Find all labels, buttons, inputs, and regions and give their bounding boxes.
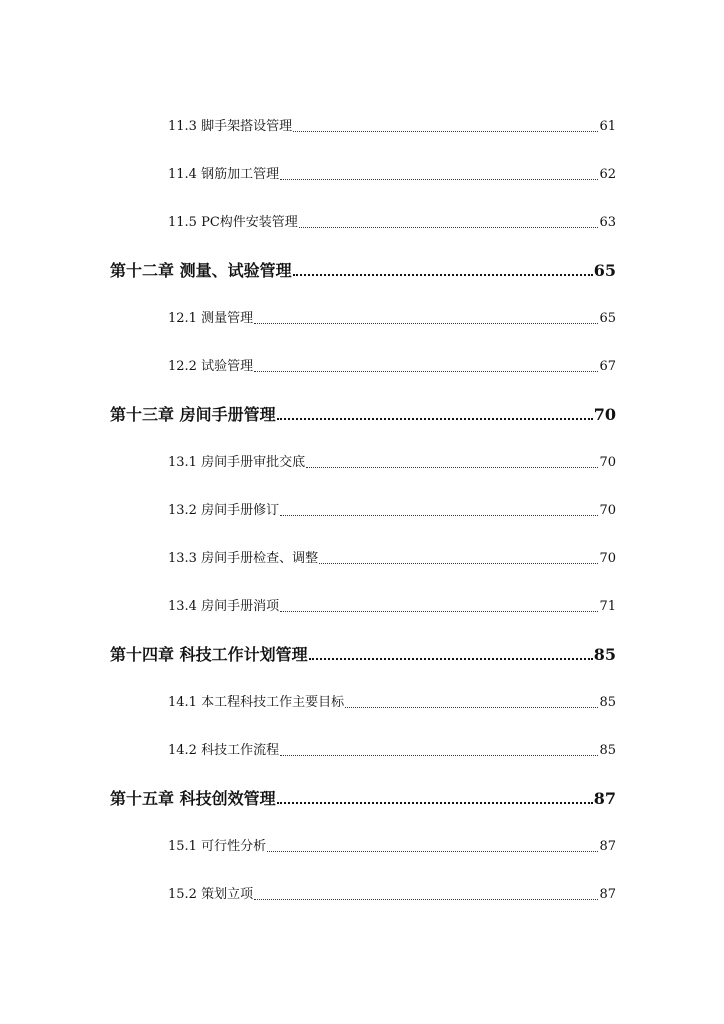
toc-entry-page-number: 87 <box>599 839 616 855</box>
toc-entry-title: 14.2 科技工作流程 <box>168 743 280 759</box>
toc-entry-title: 13.2 房间手册修订 <box>168 503 280 519</box>
toc-entry-page-number: 71 <box>599 599 616 615</box>
toc-chapter-13[interactable] <box>110 386 616 424</box>
toc-entry-title: 13.1 房间手册审批交底 <box>168 455 306 471</box>
toc-entry-page-number: 85 <box>599 695 616 711</box>
toc-entry-page-number: 70 <box>599 503 616 519</box>
toc-chapter-15[interactable] <box>110 770 616 808</box>
toc-entry-13-3[interactable] <box>110 530 616 567</box>
toc-entry-12-2[interactable] <box>110 338 616 375</box>
toc-entry-page-number: 70 <box>599 551 616 567</box>
toc-leader-dots <box>280 515 598 516</box>
toc-leader-dots <box>277 418 593 420</box>
toc-chapter-title: 第十五章 科技创效管理 <box>110 788 276 808</box>
toc-chapter-title: 第十三章 房间手册管理 <box>110 404 276 424</box>
toc-entry-title: 11.3 脚手架搭设管理 <box>168 119 293 135</box>
toc-chapter-title: 第十四章 科技工作计划管理 <box>110 644 308 664</box>
toc-entry-13-1[interactable] <box>110 434 616 471</box>
toc-chapter-page-number: 87 <box>593 788 616 808</box>
toc-chapter-page-number: 65 <box>593 260 616 280</box>
toc-entry-title: 11.4 钢筋加工管理 <box>168 167 280 183</box>
toc-entry-page-number: 61 <box>599 119 616 135</box>
toc-entry-page-number: 70 <box>599 455 616 471</box>
toc-entry-page-number: 87 <box>599 887 616 903</box>
toc-leader-dots <box>345 707 598 708</box>
toc-entry-page-number: 67 <box>599 359 616 375</box>
toc-entry-page-number: 85 <box>599 743 616 759</box>
toc-entry-14-1[interactable] <box>110 674 616 711</box>
toc-entry-14-2[interactable] <box>110 722 616 759</box>
toc-leader-dots <box>254 323 598 324</box>
toc-chapter-title: 第十二章 测量、试验管理 <box>110 260 292 280</box>
toc-entry-title: 13.4 房间手册消项 <box>168 599 280 615</box>
toc-leader-dots <box>280 755 598 756</box>
toc-entry-page-number: 62 <box>599 167 616 183</box>
toc-leader-dots <box>299 227 599 228</box>
toc-entry-page-number: 65 <box>599 311 616 327</box>
toc-entry-15-1[interactable] <box>110 818 616 855</box>
toc-entry-title: 13.3 房间手册检查、调整 <box>168 551 319 567</box>
toc-entry-15-2[interactable] <box>110 866 616 903</box>
table-of-contents <box>110 98 616 914</box>
toc-entry-title: 12.1 测量管理 <box>168 311 254 327</box>
toc-entry-title: 15.1 可行性分析 <box>168 839 267 855</box>
toc-entry-title: 15.2 策划立项 <box>168 887 254 903</box>
toc-entry-12-1[interactable] <box>110 290 616 327</box>
toc-chapter-14[interactable] <box>110 626 616 664</box>
toc-entry-page-number: 63 <box>599 215 616 231</box>
toc-leader-dots <box>267 851 598 852</box>
toc-entry-title: 14.1 本工程科技工作主要目标 <box>168 695 345 711</box>
toc-entry-title: 11.5 PC构件安装管理 <box>168 215 298 231</box>
toc-leader-dots <box>280 611 598 612</box>
toc-chapter-page-number: 85 <box>593 644 616 664</box>
toc-entry-11-4[interactable] <box>110 146 616 183</box>
toc-leader-dots <box>280 179 598 180</box>
toc-leader-dots <box>293 131 598 132</box>
toc-leader-dots <box>319 563 598 564</box>
toc-entry-13-4[interactable] <box>110 578 616 615</box>
toc-leader-dots <box>254 899 598 900</box>
toc-leader-dots <box>309 658 593 660</box>
toc-entry-title: 12.2 试验管理 <box>168 359 254 375</box>
toc-chapter-12[interactable] <box>110 242 616 280</box>
toc-leader-dots <box>277 802 593 804</box>
toc-entry-11-3[interactable] <box>110 98 616 135</box>
toc-leader-dots <box>254 371 598 372</box>
toc-leader-dots <box>293 274 593 276</box>
toc-entry-11-5[interactable] <box>110 194 616 231</box>
toc-leader-dots <box>306 467 598 468</box>
toc-entry-13-2[interactable] <box>110 482 616 519</box>
toc-chapter-page-number: 70 <box>593 404 616 424</box>
